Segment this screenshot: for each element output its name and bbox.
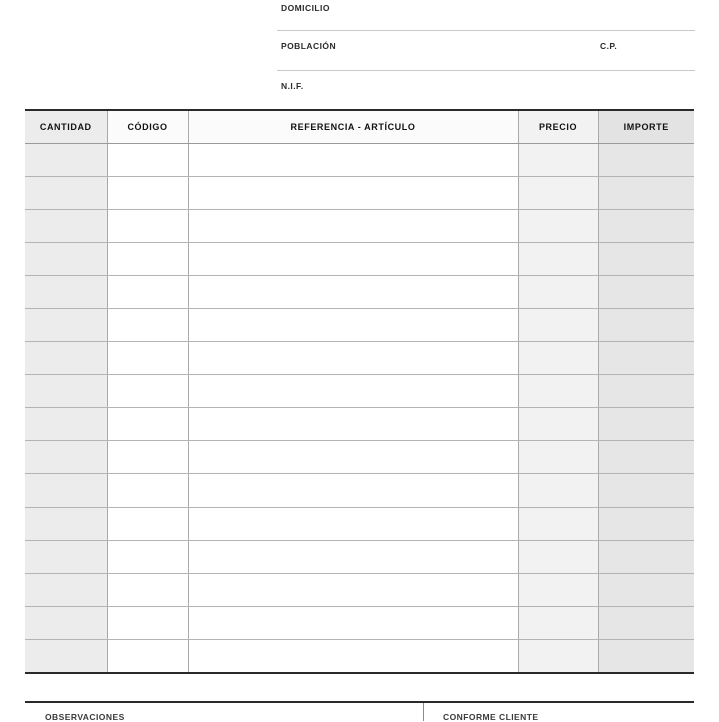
cell-importe[interactable] xyxy=(598,441,694,474)
field-label-domicilio: DOMICILIO xyxy=(281,3,330,13)
line-items-table-wrapper xyxy=(25,109,694,674)
cell-ref[interactable] xyxy=(188,639,518,672)
field-label-poblacion: POBLACIÓN xyxy=(281,41,337,51)
cell-codigo[interactable] xyxy=(107,242,188,275)
table-row xyxy=(25,540,694,573)
cell-importe[interactable] xyxy=(598,408,694,441)
cell-codigo[interactable] xyxy=(107,474,188,507)
table-row xyxy=(25,507,694,540)
table-row xyxy=(25,308,694,341)
cell-ref[interactable] xyxy=(188,573,518,606)
footer-vertical-divider xyxy=(423,703,424,721)
cell-importe[interactable] xyxy=(598,540,694,573)
customer-header-fields xyxy=(277,0,695,111)
cell-precio[interactable] xyxy=(518,242,598,275)
footer-label-observaciones: OBSERVACIONES xyxy=(45,712,125,722)
cell-codigo[interactable] xyxy=(107,308,188,341)
cell-cantidad[interactable] xyxy=(25,275,107,308)
column-header-referencia-articulo: REFERENCIA - ARTÍCULO xyxy=(188,110,518,143)
cell-cantidad[interactable] xyxy=(25,606,107,639)
table-row xyxy=(25,275,694,308)
cell-precio[interactable] xyxy=(518,540,598,573)
cell-cantidad[interactable] xyxy=(25,176,107,209)
cell-cantidad[interactable] xyxy=(25,408,107,441)
cell-ref[interactable] xyxy=(188,474,518,507)
table-row xyxy=(25,639,694,672)
cell-ref[interactable] xyxy=(188,408,518,441)
cell-ref[interactable] xyxy=(188,342,518,375)
cell-precio[interactable] xyxy=(518,209,598,242)
cell-ref[interactable] xyxy=(188,275,518,308)
cell-codigo[interactable] xyxy=(107,540,188,573)
cell-importe[interactable] xyxy=(598,639,694,672)
cell-codigo[interactable] xyxy=(107,375,188,408)
cell-precio[interactable] xyxy=(518,342,598,375)
cell-cantidad[interactable] xyxy=(25,209,107,242)
cell-codigo[interactable] xyxy=(107,342,188,375)
cell-precio[interactable] xyxy=(518,275,598,308)
column-header-codigo: CÓDIGO xyxy=(107,110,188,143)
cell-importe[interactable] xyxy=(598,209,694,242)
cell-codigo[interactable] xyxy=(107,408,188,441)
field-row-nif[interactable] xyxy=(277,71,695,111)
column-header-importe: IMPORTE xyxy=(598,110,694,143)
table-row xyxy=(25,606,694,639)
cell-cantidad[interactable] xyxy=(25,639,107,672)
table-row xyxy=(25,441,694,474)
cell-precio[interactable] xyxy=(518,176,598,209)
cell-importe[interactable] xyxy=(598,606,694,639)
cell-precio[interactable] xyxy=(518,441,598,474)
cell-importe[interactable] xyxy=(598,275,694,308)
line-items-table xyxy=(25,109,694,674)
cell-ref[interactable] xyxy=(188,441,518,474)
cell-cantidad[interactable] xyxy=(25,573,107,606)
cell-cantidad[interactable] xyxy=(25,342,107,375)
field-label-codigo-postal: C.P. xyxy=(600,41,618,51)
cell-ref[interactable] xyxy=(188,209,518,242)
cell-cantidad[interactable] xyxy=(25,375,107,408)
cell-codigo[interactable] xyxy=(107,639,188,672)
cell-precio[interactable] xyxy=(518,143,598,176)
table-row xyxy=(25,408,694,441)
cell-precio[interactable] xyxy=(518,606,598,639)
cell-precio[interactable] xyxy=(518,474,598,507)
cell-codigo[interactable] xyxy=(107,275,188,308)
table-row xyxy=(25,242,694,275)
cell-cantidad[interactable] xyxy=(25,242,107,275)
cell-precio[interactable] xyxy=(518,639,598,672)
cell-ref[interactable] xyxy=(188,176,518,209)
table-row xyxy=(25,573,694,606)
cell-ref[interactable] xyxy=(188,242,518,275)
table-row xyxy=(25,209,694,242)
cell-precio[interactable] xyxy=(518,573,598,606)
cell-importe[interactable] xyxy=(598,375,694,408)
cell-precio[interactable] xyxy=(518,408,598,441)
cell-importe[interactable] xyxy=(598,176,694,209)
cell-ref[interactable] xyxy=(188,507,518,540)
cell-codigo[interactable] xyxy=(107,573,188,606)
cell-codigo[interactable] xyxy=(107,176,188,209)
cell-precio[interactable] xyxy=(518,308,598,341)
footer-label-conforme-cliente: CONFORME CLIENTE xyxy=(443,712,539,722)
cell-ref[interactable] xyxy=(188,375,518,408)
table-row xyxy=(25,342,694,375)
table-header-row xyxy=(25,110,694,143)
cell-importe[interactable] xyxy=(598,242,694,275)
cell-cantidad[interactable] xyxy=(25,143,107,176)
cell-importe[interactable] xyxy=(598,573,694,606)
cell-cantidad[interactable] xyxy=(25,441,107,474)
cell-importe[interactable] xyxy=(598,507,694,540)
cell-codigo[interactable] xyxy=(107,143,188,176)
cell-importe[interactable] xyxy=(598,342,694,375)
cell-codigo[interactable] xyxy=(107,507,188,540)
cell-codigo[interactable] xyxy=(107,606,188,639)
column-header-cantidad: CANTIDAD xyxy=(25,110,107,143)
field-row-domicilio[interactable] xyxy=(277,0,695,31)
column-header-precio: PRECIO xyxy=(518,110,598,143)
cell-precio[interactable] xyxy=(518,375,598,408)
cell-ref[interactable] xyxy=(188,308,518,341)
cell-precio[interactable] xyxy=(518,507,598,540)
cell-importe[interactable] xyxy=(598,308,694,341)
table-body xyxy=(25,143,694,673)
table-row xyxy=(25,143,694,176)
table-row xyxy=(25,176,694,209)
cell-codigo[interactable] xyxy=(107,209,188,242)
cell-cantidad[interactable] xyxy=(25,474,107,507)
cell-cantidad[interactable] xyxy=(25,308,107,341)
field-row-poblacion[interactable] xyxy=(277,31,695,71)
table-row xyxy=(25,375,694,408)
cell-codigo[interactable] xyxy=(107,441,188,474)
cell-ref[interactable] xyxy=(188,143,518,176)
cell-importe[interactable] xyxy=(598,143,694,176)
field-label-nif: N.I.F. xyxy=(281,81,304,91)
table-header xyxy=(25,110,694,143)
cell-ref[interactable] xyxy=(188,606,518,639)
cell-importe[interactable] xyxy=(598,474,694,507)
cell-ref[interactable] xyxy=(188,540,518,573)
cell-cantidad[interactable] xyxy=(25,507,107,540)
cell-cantidad[interactable] xyxy=(25,540,107,573)
footer-section xyxy=(25,701,694,721)
table-row xyxy=(25,474,694,507)
